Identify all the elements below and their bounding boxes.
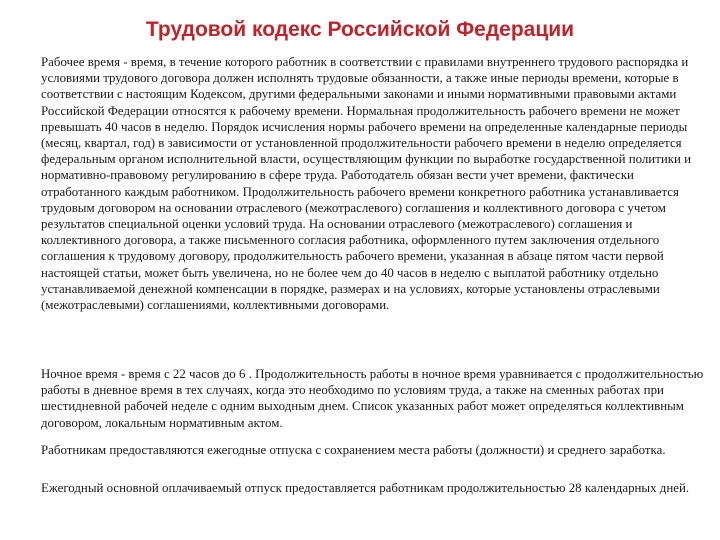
- paragraph-annual-leave: Работникам предоставляются ежегодные отпуска с сохранением места работы (должности) и среднего заработка.: [41, 443, 666, 457]
- paragraph-night-time: Ночное время - время с 22 часов до 6 . Продолжительность работы в ночное время уравнивается с продолжительностью работы в дневное время в тех случаях, когда это необходимо по условиям труда, а также на сменных работах при шестидневной рабочей неделе с одним выходным днем. Список указанных работ может определяться коллективным договором, локальным нормативным актом.: [41, 367, 704, 430]
- paragraph-working-time: Рабочее время - время, в течение которого работник в соответствии с правилами внутреннего трудового распорядка и условиями трудового договора должен исполнять трудовые обязанности, а также иные периоды времени, которые в соответствии с настоящим Кодексом, другими федеральными законами и иными нормативными правовыми актами Российской Федерации относятся к рабочему времени. Нормальная продолжительность рабочего времени не может превышать 40 часов в неделю. Порядок исчисления нормы рабочего времени на определенные календарные периоды (месяц, квартал, год) в зависимости от установленной продолжительности рабочего времени в неделю определяется федеральным органом исполнительной власти, осуществляющим функции по выработке государственной политики и нормативно-правовому регулированию в сфере труда. Работодатель обязан вести учет времени, фактически отработанного каждым работником. Продолжительность рабочего времени конкретного работника устанавливается трудовым договором на основании отраслевого (межотраслевого) соглашения и коллективного договора с учетом результатов специальной оценки условий труда. На основании отраслевого (межотраслевого) соглашения и коллективного договора, а также письменного согласия работника, оформленного путем заключения отдельного соглашения к трудовому договору, продолжительность рабочего времени, указанная в абзаце пятом части первой настоящей статьи, может быть увеличена, но не более чем до 40 часов в неделю с выплатой работнику отдельно устанавливаемой денежной компенсации в порядке, размерах и на условиях, которые установлены отраслевыми (межотраслевыми) соглашениями, коллективными договорами.: [41, 55, 692, 313]
- page-title: Трудовой кодекс Российской Федерации: [145, 18, 575, 41]
- paragraph-basic-leave: Ежегодный основной оплачиваемый отпуск предоставляется работникам продолжительностью 28 календарных дней.: [41, 481, 690, 495]
